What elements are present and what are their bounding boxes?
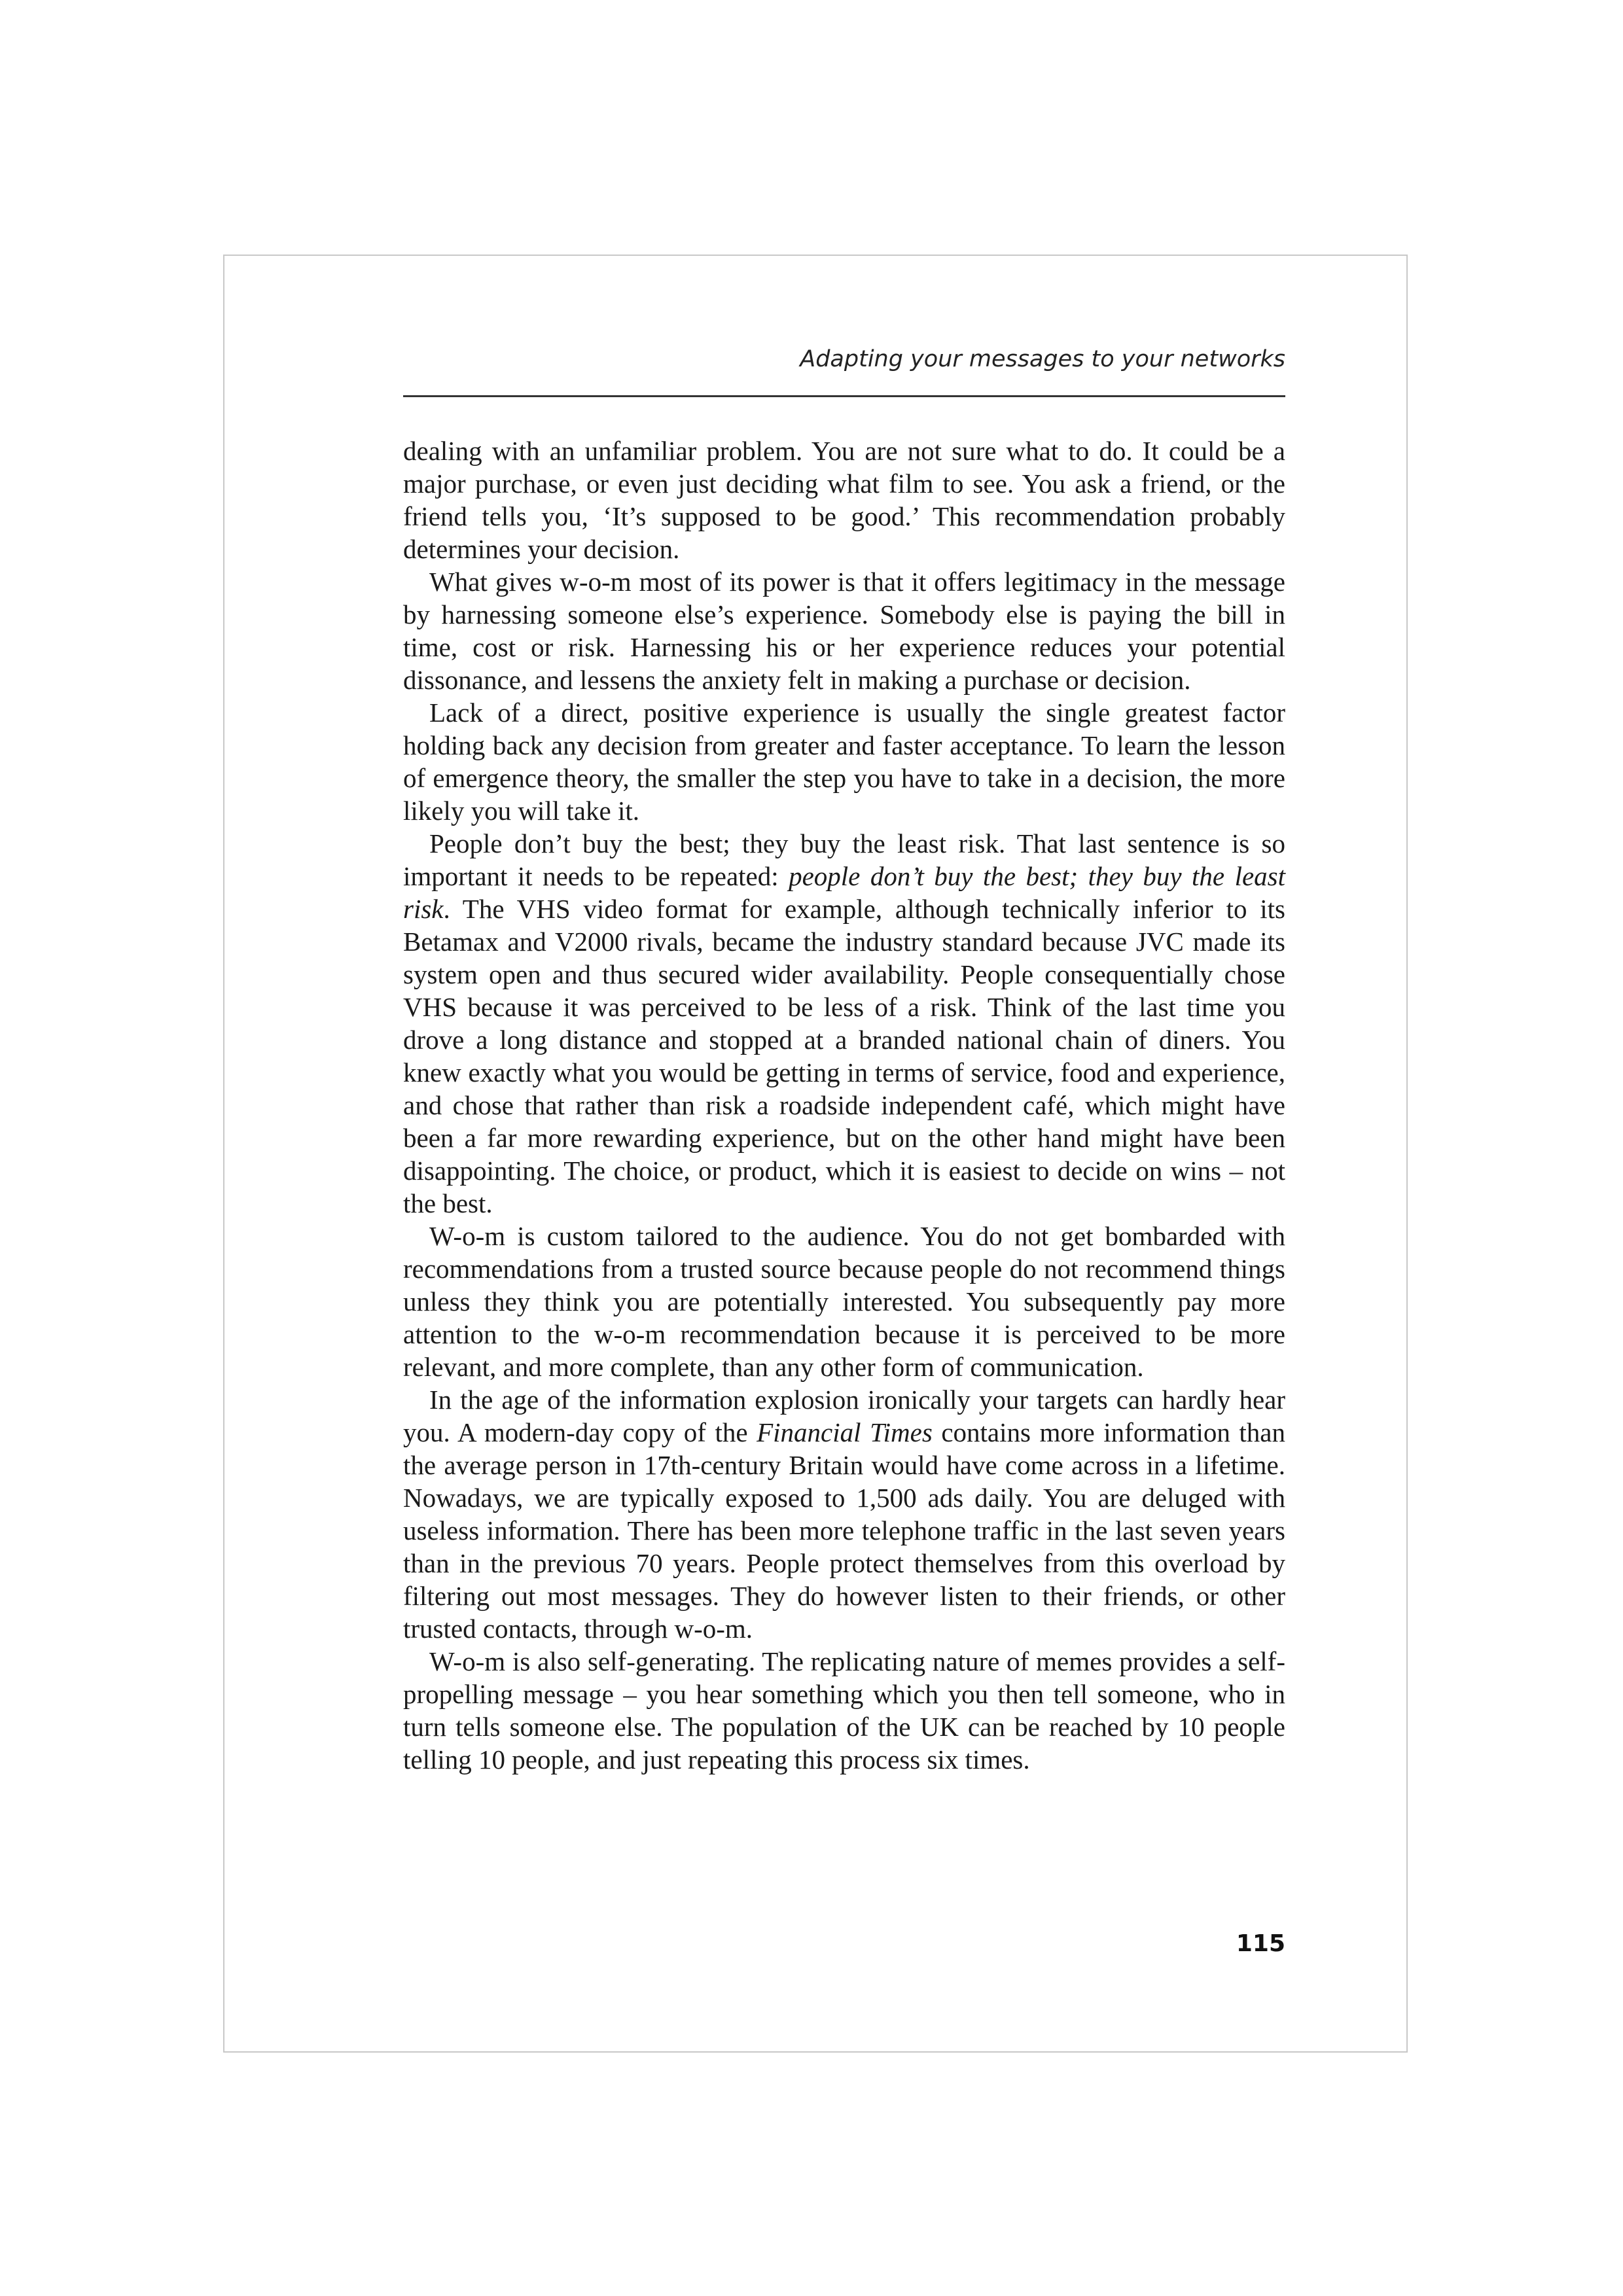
header-rule: [403, 395, 1285, 397]
paragraph-4-text-a: People don’t buy the best; they buy the least risk. That last sentence is so important it needs to be repeated:: [403, 828, 1285, 891]
paragraph-6-text-b: contains more information than the average person in 17th-century Britain would have come across in a lifetime. Nowadays, we are typically exposed to 1,500 ads daily. You are deluged with useless information. There has been more telephone traffic in the last seven years than in the previous 70 years. People protect themselves from this overload by filtering out most messages. They do however listen to their friends, or other trusted contacts, through w-o-m.: [403, 1417, 1285, 1644]
paragraph-4-emphasis: people don’t buy the best; they buy the least risk: [403, 861, 1285, 924]
paragraph-1-text: dealing with an unfamiliar problem. You are not sure what to do. It could be a major purchase, or even just deciding what film to see. You ask a friend, or the friend tells you, ‘It’s supposed to be good.’ This recommendation probably determines your decision.: [403, 436, 1285, 564]
running-header: Adapting your messages to your networks: [800, 346, 1285, 372]
paragraph-4: [403, 827, 1285, 1220]
page-number: 115: [1236, 1930, 1285, 1957]
paragraph-5-text: W-o-m is custom tailored to the audience. You do not get bombarded with recommendations from a trusted source because people do not recommend things unless they think you are potentially interested. You subsequently pay more attention to the w-o-m recommendation because it is perceived to be more relevant, and more complete, than any other form of communication.: [403, 1221, 1285, 1382]
paragraph-7: [403, 1645, 1285, 1776]
paragraph-3-text: Lack of a direct, positive experience is usually the single greatest factor holding back any decision from greater and faster acceptance. To learn the lesson of emergence theory, the smaller the step you have to take in a decision, the more likely you will take it.: [403, 698, 1285, 826]
paragraph-7-text: W-o-m is also self-generating. The replicating nature of memes provides a self-propelling message – you hear something which you then tell someone, who in turn tells someone else. The population of the UK can be reached by 10 people telling 10 people, and just repeating this process six times.: [403, 1646, 1285, 1775]
paragraph-5: [403, 1220, 1285, 1383]
paragraph-6-emphasis: Financial Times: [757, 1417, 933, 1447]
body-text: [403, 434, 1285, 1776]
paragraph-2: [403, 565, 1285, 696]
paragraph-3: [403, 696, 1285, 827]
paragraph-2-text: What gives w-o-m most of its power is that it offers legitimacy in the message by harnessing someone else’s experience. Somebody else is paying the bill in time, cost or risk. Harnessing his or her experience reduces your potential dissonance, and lessens the anxiety felt in making a purchase or decision.: [403, 567, 1285, 695]
paragraph-6: [403, 1383, 1285, 1645]
paragraph-6-text-a: In the age of the information explosion ironically your targets can hardly hear you. A modern-day copy of the: [403, 1385, 1285, 1447]
paragraph-1: [403, 434, 1285, 565]
paragraph-4-text-b: . The VHS video format for example, although technically inferior to its Betamax and V2000 rivals, became the industry standard because JVC made its system open and thus secured wider availability. People consequentially chose VHS because it was perceived to be less of a risk. Think of the last time you drove a long distance and stopped at a branded national chain of diners. You knew exactly what you would be getting in terms of service, food and experience, and chose that rather than risk a roadside independent café, which might have been a far more rewarding experience, but on the other hand might have been disappointing. The choice, or product, which it is easiest to decide on wins – not the best.: [403, 894, 1285, 1218]
